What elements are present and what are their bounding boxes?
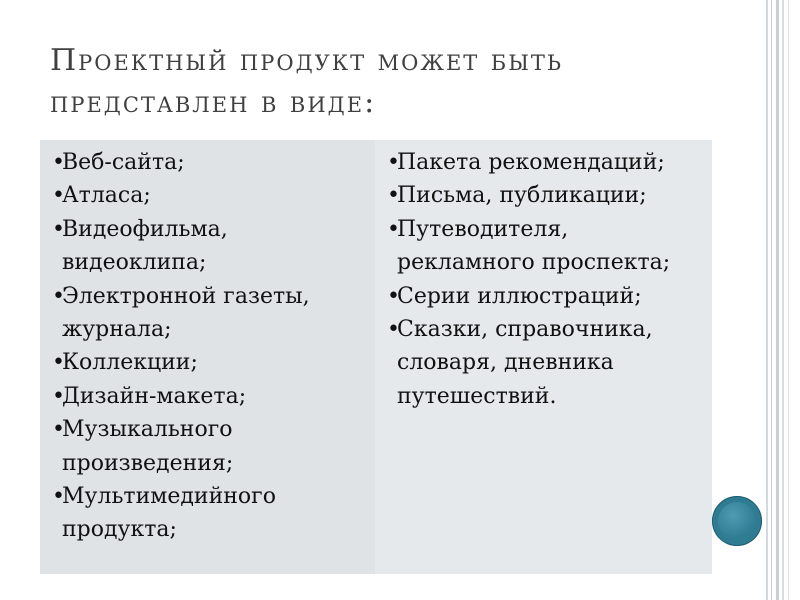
list-item: •Веб-сайта; <box>50 146 375 179</box>
side-line <box>776 0 779 600</box>
table-column-left <box>40 140 375 574</box>
content-table <box>40 140 712 574</box>
side-line <box>766 0 768 600</box>
bullet-icon: • <box>52 484 65 510</box>
bullet-icon: • <box>52 183 65 209</box>
list-item: •Сказки, справочника, словаря, дневника путешествий. <box>385 313 712 413</box>
bullet-icon: • <box>387 216 400 242</box>
bullet-icon: • <box>52 283 65 309</box>
bullet-icon: • <box>52 417 65 443</box>
bullet-icon: • <box>52 150 65 175</box>
list-item: •Коллекции; <box>50 346 375 379</box>
bullet-icon: • <box>387 317 400 343</box>
side-line <box>782 0 784 600</box>
slide-title-line1: Проектный продукт может быть <box>50 43 564 78</box>
side-line <box>771 0 772 600</box>
list-item: •Электронной газеты, журнала; <box>50 280 375 347</box>
list-item: •Видеофильма, видеоклипа; <box>50 213 375 280</box>
list-item: •Музыкального произведения; <box>50 413 375 480</box>
bullet-icon: • <box>52 383 65 409</box>
list-item: •Мультимедийного продукта; <box>50 480 375 547</box>
list-item: •Путеводителя, рекламного проспекта; <box>385 213 712 280</box>
list-item: •Дизайн-макета; <box>50 380 375 413</box>
list-item: •Серии иллюстраций; <box>385 280 712 313</box>
bullet-icon: • <box>52 350 65 376</box>
circle-button-icon[interactable] <box>712 496 762 546</box>
list-item: •Пакета рекомендаций; <box>385 146 712 179</box>
slide-title <box>50 40 710 124</box>
side-line <box>788 0 789 600</box>
bullet-icon: • <box>52 216 65 242</box>
bullet-icon: • <box>387 183 400 209</box>
bullet-icon: • <box>387 150 400 175</box>
left-list <box>40 146 375 547</box>
list-item: •Письма, публикации; <box>385 179 712 212</box>
slide-title-line2: представлен в виде: <box>50 85 377 120</box>
list-item: •Атласа; <box>50 179 375 212</box>
table-column-right <box>375 140 712 574</box>
right-list <box>375 146 712 413</box>
bullet-icon: • <box>387 283 400 309</box>
